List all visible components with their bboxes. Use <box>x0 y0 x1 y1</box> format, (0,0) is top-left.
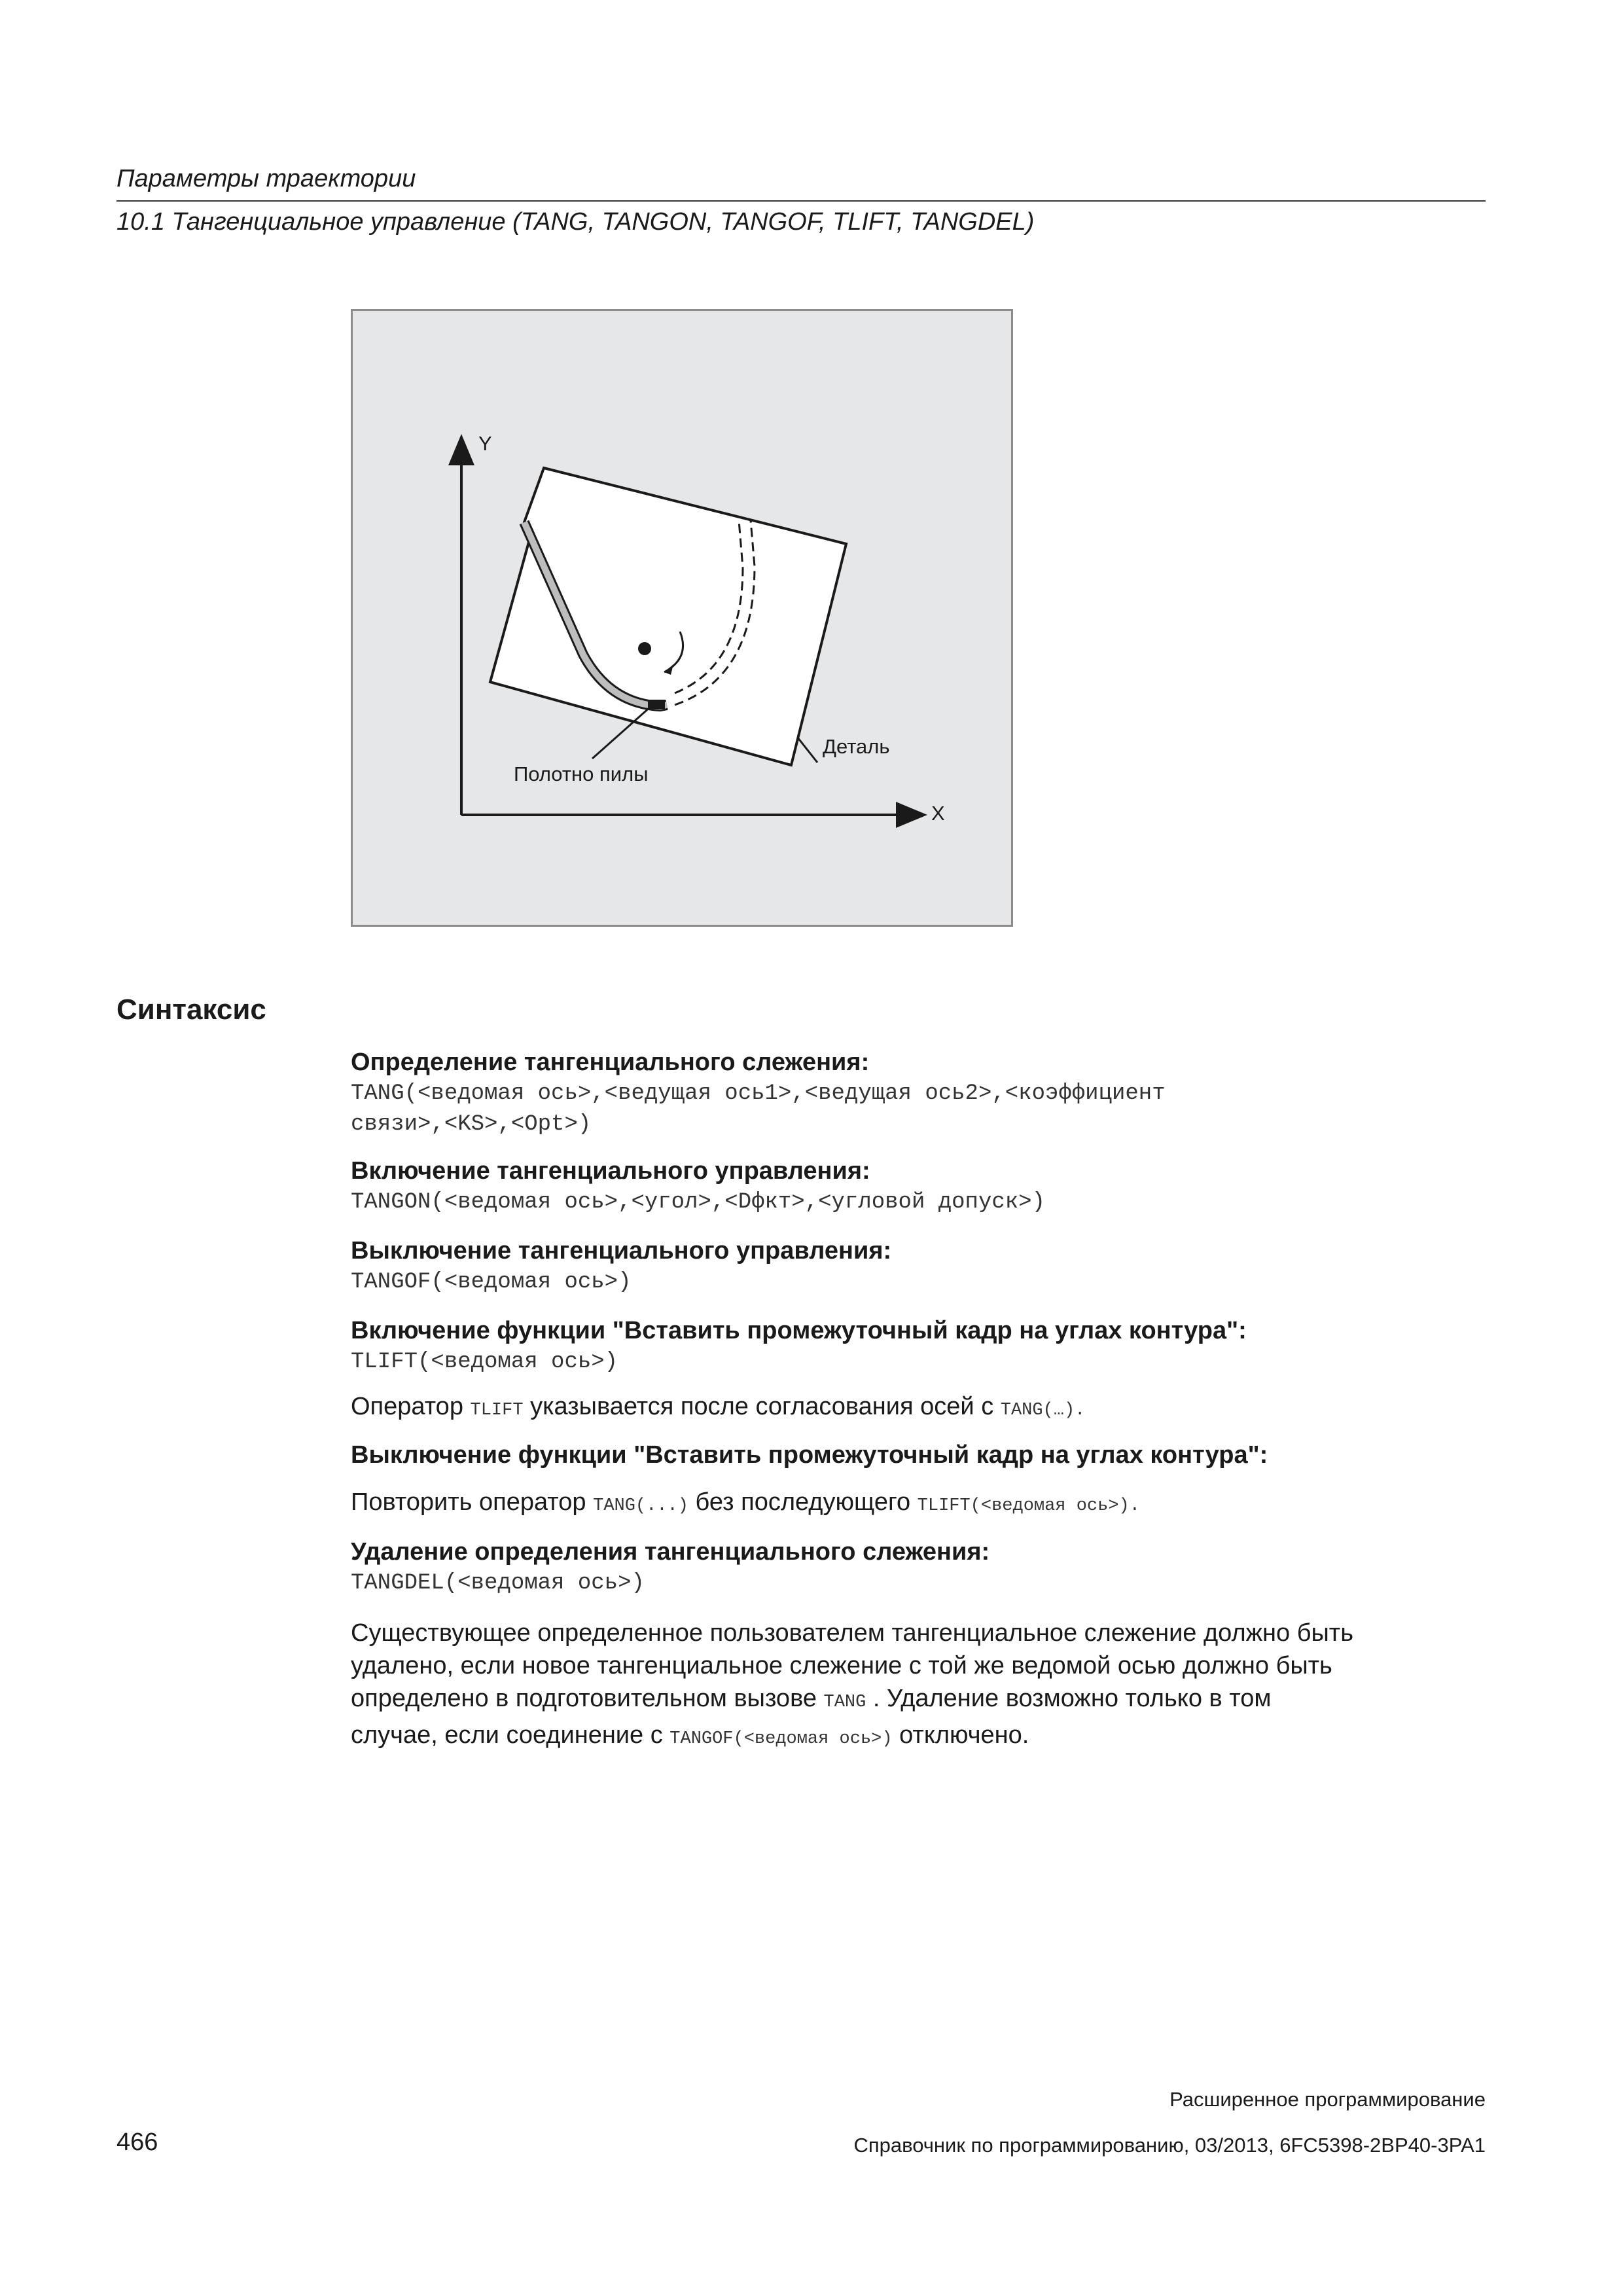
paragraph-line-4-text-a: случае, если соединение с <box>351 1721 670 1749</box>
paragraph-line-4 <box>351 1719 1470 1755</box>
running-header-section: 10.1 Тангенциальное управление (TANG, TANGON, TANGOF, TLIFT, TANGDEL) <box>116 208 1035 236</box>
tangon-code: TANGON(<ведомая ось>,<угол>,<Dфкт>,<угловой допуск>) <box>351 1190 1045 1215</box>
tlift-off-code-1: TANG(...) <box>593 1496 688 1516</box>
tlift-on-heading: Включение функции "Вставить промежуточный кадр на углах контура": <box>351 1317 1247 1344</box>
paragraph-line-3-text-b: . Удаление возможно только в том <box>866 1685 1272 1712</box>
figure-drawing <box>353 311 1011 925</box>
tlift-note-code-2: TANG(…). <box>1000 1401 1086 1420</box>
paragraph-line-2: удалено, если новое тангенциальное слежение с той же ведомой осью должно быть <box>351 1652 1332 1679</box>
saw-blade-label: Полотно пилы <box>514 762 649 785</box>
paragraph-line-1: Существующее определенное пользователем тангенциальное слежение должно быть <box>351 1619 1354 1647</box>
definition-code-line-1: TANG(<ведомая ось>,<ведущая ось1>,<ведущая ось2>,<коэффициент <box>351 1081 1166 1106</box>
tlift-note-code-1: TLIFT <box>470 1401 524 1420</box>
part-label: Деталь <box>823 735 890 758</box>
deletion-paragraph <box>351 1617 1470 1755</box>
tangof-code: TANGOF(<ведомая ось>) <box>351 1270 632 1295</box>
tlift-note-text-a: Оператор <box>351 1393 471 1420</box>
definition-code-line-2: связи>,<KS>,<Opt>) <box>351 1112 592 1137</box>
paragraph-line-3-code: TANG <box>823 1693 866 1712</box>
tlift-code: TLIFT(<ведомая ось>) <box>351 1350 618 1374</box>
tangential-control-figure <box>351 309 1013 927</box>
tlift-off-text-a: Повторить оператор <box>351 1488 594 1516</box>
tlift-off-text-b: без последующего <box>688 1488 918 1516</box>
tangdel-heading: Удаление определения тангенциального слежения: <box>351 1538 990 1566</box>
x-axis-label: X <box>931 802 945 825</box>
tangdel-code: TANGDEL(<ведомая ось>) <box>351 1571 645 1596</box>
tlift-off-note <box>351 1486 1470 1522</box>
definition-heading: Определение тангенциального слежения: <box>351 1049 870 1076</box>
tlift-off-code-2: TLIFT(<ведомая ось>). <box>917 1496 1140 1516</box>
workpiece-shape <box>490 468 846 765</box>
tlift-off-heading: Выключение функции "Вставить промежуточный кадр на углах контура": <box>351 1441 1268 1469</box>
tangof-heading: Выключение тангенциального управления: <box>351 1237 892 1265</box>
tangon-heading: Включение тангенциального управления: <box>351 1157 870 1185</box>
y-axis-label: Y <box>478 432 492 455</box>
page-number: 466 <box>116 2128 158 2156</box>
paragraph-line-4-text-b: отключено. <box>892 1721 1029 1749</box>
running-header-chapter: Параметры траектории <box>116 165 416 192</box>
paragraph-line-4-code: TANGOF(<ведомая ось>) <box>669 1729 893 1749</box>
footer-reference: Справочник по программированию, 03/2013, 6FC5398-2BP40-3PA1 <box>853 2134 1486 2157</box>
tlift-note-text-b: указывается после согласования осей с <box>523 1393 1001 1420</box>
header-divider <box>116 200 1486 202</box>
leader-part <box>798 738 817 762</box>
footer-manual-title: Расширенное программирование <box>1169 2088 1486 2111</box>
paragraph-line-3 <box>351 1682 1470 1719</box>
rotation-center-dot <box>638 642 651 655</box>
tlift-note <box>351 1390 1470 1427</box>
section-title: Синтаксис <box>116 994 266 1026</box>
paragraph-line-3-text-a: определено в подготовительном вызове <box>351 1685 824 1712</box>
